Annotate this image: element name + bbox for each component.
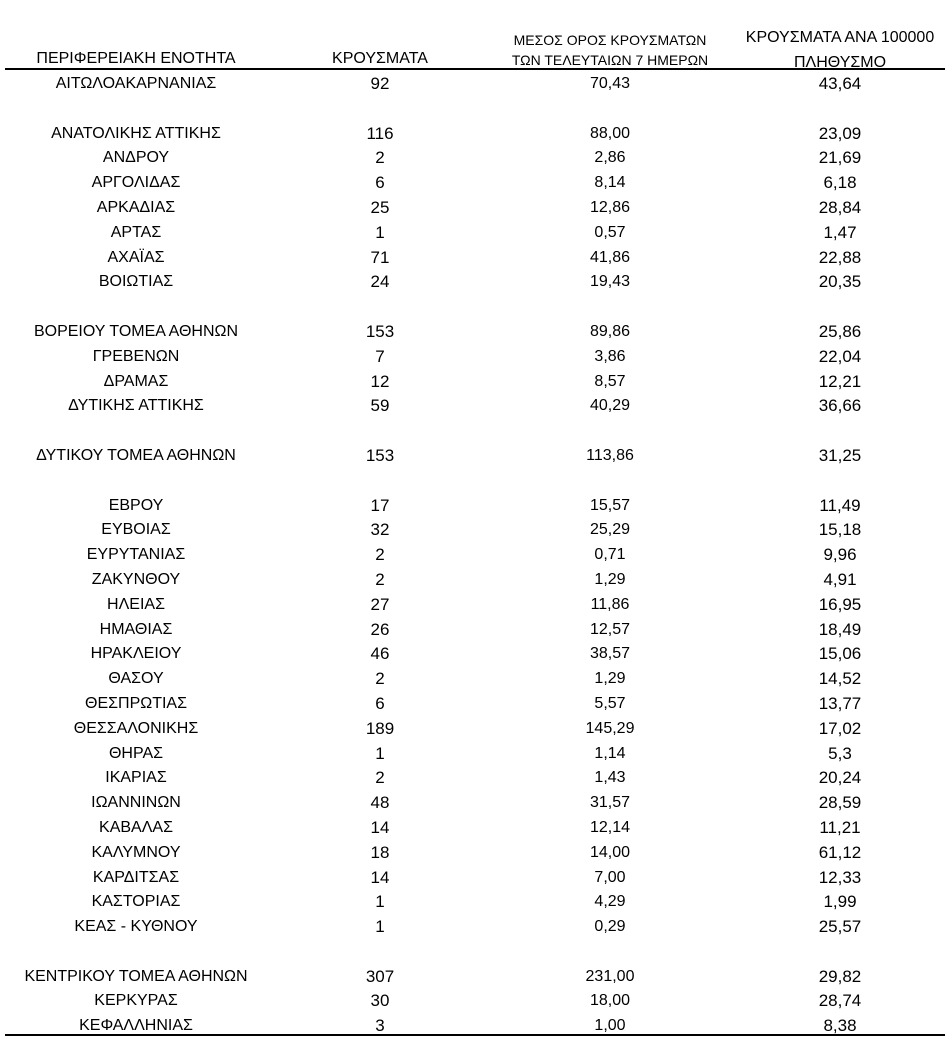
table-spacer-row	[0, 469, 952, 494]
cases-cell: 6	[375, 173, 385, 193]
average-cell: 1,29	[594, 670, 626, 688]
region-cell: ΓΡΕΒΕΝΩΝ	[92, 347, 180, 365]
cases-cell: 7	[375, 346, 385, 366]
per-100k-cell: 11,49	[819, 495, 861, 515]
cases-cell: 6	[375, 693, 385, 713]
per-100k-cell: 12,33	[818, 867, 862, 887]
table-spacer-row	[0, 97, 952, 122]
cases-cell: 18	[370, 842, 390, 862]
table-row	[0, 965, 952, 990]
region-cell: ΔΡΑΜΑΣ	[103, 372, 169, 390]
table-row	[0, 593, 952, 618]
table-row	[0, 890, 952, 915]
region-cell: ΒΟΙΩΤΙΑΣ	[98, 273, 174, 291]
cases-cell: 27	[370, 594, 390, 614]
region-cell: ΗΜΑΘΙΑΣ	[99, 620, 173, 638]
per-100k-cell: 28,59	[818, 793, 862, 813]
average-cell: 145,29	[585, 719, 635, 737]
per-100k-cell: 22,04	[818, 346, 862, 366]
per-100k-cell: 25,86	[818, 321, 862, 341]
average-cell: 12,14	[589, 818, 631, 836]
cases-cell: 12	[370, 371, 390, 391]
per-100k-cell: 14,52	[818, 669, 862, 689]
average-cell: 14,00	[589, 843, 631, 861]
per-100k-cell: 15,06	[818, 644, 862, 664]
column-header-7day-average-line2: ΤΩΝ ΤΕΛΕΥΤΑΙΩΝ 7 ΗΜΕΡΩΝ	[511, 52, 709, 68]
region-cell: ΚΑΛΥΜΝΟΥ	[91, 843, 181, 861]
average-cell: 88,00	[589, 124, 631, 142]
per-100k-cell: 17,02	[818, 718, 862, 738]
cases-cell: 30	[370, 991, 390, 1011]
cases-cell: 2	[375, 569, 385, 589]
table-row	[0, 692, 952, 717]
region-cell: ΗΛΕΙΑΣ	[107, 595, 165, 613]
per-100k-cell: 20,35	[818, 272, 862, 292]
region-cell: ΘΑΣΟΥ	[108, 670, 164, 688]
per-100k-cell: 9,96	[823, 545, 857, 565]
cases-cell: 92	[370, 74, 390, 93]
region-cell: ΘΕΣΠΡΩΤΙΑΣ	[85, 694, 187, 712]
region-cell: ΒΟΡΕΙΟΥ ΤΟΜΕΑ ΑΘΗΝΩΝ	[33, 322, 239, 340]
cases-cell: 17	[370, 495, 390, 515]
table-row	[0, 444, 952, 469]
table-row	[0, 370, 952, 395]
per-100k-cell: 1,47	[823, 222, 857, 242]
average-cell: 5,57	[594, 694, 626, 712]
table-row	[0, 791, 952, 816]
region-cell: ΑΡΓΟΛΙΔΑΣ	[91, 174, 181, 192]
average-cell: 11,86	[590, 595, 630, 613]
average-cell: 8,14	[594, 174, 626, 192]
per-100k-cell: 1,99	[823, 892, 857, 912]
per-100k-cell: 28,84	[818, 197, 862, 217]
cases-cell: 1	[375, 917, 385, 937]
per-100k-cell: 5,3	[828, 743, 852, 763]
table-row	[0, 667, 952, 692]
table-spacer-row	[0, 940, 952, 965]
average-cell: 231,00	[585, 967, 635, 985]
region-cell: ΚΕΝΤΡΙΚΟΥ ΤΟΜΕΑ ΑΘΗΝΩΝ	[24, 967, 248, 985]
table-row	[0, 494, 952, 519]
table-row	[0, 345, 952, 370]
per-100k-cell: 6,18	[823, 173, 857, 193]
average-cell: 113,86	[586, 446, 634, 464]
average-cell: 40,29	[589, 397, 631, 415]
region-cell: ΘΕΣΣΑΛΟΝΙΚΗΣ	[73, 719, 199, 737]
per-100k-cell: 15,18	[818, 520, 862, 540]
per-100k-cell: 16,95	[818, 594, 862, 614]
average-cell: 41,86	[589, 248, 631, 266]
per-100k-cell: 8,38	[823, 1016, 857, 1036]
average-cell: 0,29	[594, 918, 626, 936]
table-row	[0, 72, 952, 97]
cases-cell: 116	[366, 123, 394, 143]
cases-cell: 2	[375, 545, 385, 565]
average-cell: 0,71	[594, 546, 626, 564]
region-cell: ΑΡΚΑΔΙΑΣ	[96, 198, 176, 216]
per-100k-cell: 25,57	[818, 917, 862, 937]
cases-cell: 25	[370, 197, 390, 217]
table-spacer-row	[0, 295, 952, 320]
column-header-cases: ΚΡΟΥΣΜΑΤΑ	[332, 50, 428, 67]
per-100k-cell: 23,09	[818, 123, 862, 143]
region-cell: ΔΥΤΙΚΗΣ ΑΤΤΙΚΗΣ	[68, 397, 204, 415]
table-row	[0, 270, 952, 295]
per-100k-cell: 20,24	[818, 768, 862, 788]
table-row	[0, 221, 952, 246]
per-100k-cell: 13,77	[818, 693, 862, 713]
cases-cell: 71	[370, 247, 390, 267]
table-row	[0, 568, 952, 593]
column-header-region: ΠΕΡΙΦΕΡΕΙΑΚΗ ΕΝΟΤΗΤΑ	[36, 50, 236, 67]
region-cell: ΑΝΑΤΟΛΙΚΗΣ ΑΤΤΙΚΗΣ	[51, 124, 221, 142]
region-cell: ΙΩΑΝΝΙΝΩΝ	[91, 794, 181, 812]
region-cell: ΚΕΡΚΥΡΑΣ	[94, 992, 178, 1010]
average-cell: 3,86	[594, 347, 626, 365]
region-cell: ΚΑΡΔΙΤΣΑΣ	[92, 868, 180, 886]
table-row	[0, 394, 952, 419]
cases-cell: 14	[370, 817, 390, 837]
table-row	[0, 816, 952, 841]
average-cell: 19,43	[589, 273, 631, 291]
table-row	[0, 866, 952, 891]
table-row	[0, 171, 952, 196]
cases-cell: 46	[370, 644, 390, 664]
region-cell: ΕΥΒΟΙΑΣ	[101, 521, 171, 539]
region-cell: ΚΑΒΑΛΑΣ	[99, 818, 173, 836]
average-cell: 38,57	[589, 645, 631, 663]
cases-cell: 14	[370, 867, 390, 887]
per-100k-cell: 18,49	[818, 619, 862, 639]
column-header-7day-average-line1: ΜΕΣΟΣ ΟΡΟΣ ΚΡΟΥΣΜΑΤΩΝ	[513, 32, 707, 48]
cases-cell: 153	[365, 445, 395, 465]
cases-cell: 32	[370, 520, 390, 540]
cases-cell: 189	[365, 718, 395, 738]
region-cell: ΑΡΤΑΣ	[110, 223, 162, 241]
table-row	[0, 642, 952, 667]
cases-cell: 1	[375, 743, 385, 763]
cases-cell: 48	[370, 793, 390, 813]
table-row	[0, 196, 952, 221]
region-cell: ΙΚΑΡΙΑΣ	[105, 769, 167, 787]
average-cell: 31,57	[589, 794, 631, 812]
column-header-7day-average	[490, 30, 730, 70]
per-100k-cell: 12,21	[818, 371, 862, 391]
region-cell: ΖΑΚΥΝΘΟΥ	[91, 570, 181, 588]
region-cell: ΕΥΡΥΤΑΝΙΑΣ	[86, 546, 186, 564]
per-100k-cell: 29,82	[818, 966, 862, 986]
per-100k-cell: 31,25	[818, 445, 862, 465]
table-row	[0, 518, 952, 543]
per-100k-cell: 4,91	[823, 569, 857, 589]
table-row	[0, 841, 952, 866]
per-100k-cell: 22,88	[818, 247, 862, 267]
average-cell: 1,29	[594, 570, 626, 588]
table-spacer-row	[0, 419, 952, 444]
average-cell: 89,86	[589, 322, 631, 340]
cases-cell: 1	[375, 892, 385, 912]
table-row	[0, 146, 952, 171]
table-row	[0, 246, 952, 271]
table-header	[0, 0, 952, 72]
average-cell: 18,00	[589, 992, 631, 1010]
average-cell: 0,57	[594, 223, 626, 241]
average-cell: 25,29	[589, 521, 631, 539]
cases-cell: 1	[375, 222, 385, 242]
cases-cell: 2	[375, 148, 385, 168]
cases-cell: 3	[375, 1016, 385, 1036]
region-cell: ΑΧΑΪΑΣ	[107, 248, 165, 266]
per-100k-cell: 61,12	[818, 842, 862, 862]
per-100k-cell: 36,66	[818, 396, 862, 416]
table-bottom-divider	[5, 1034, 945, 1036]
average-cell: 12,57	[589, 620, 631, 638]
per-100k-cell: 11,21	[819, 817, 861, 837]
table-row	[0, 717, 952, 742]
cases-cell: 59	[370, 396, 390, 416]
column-header-per-100k-line1: ΚΡΟΥΣΜΑΤΑ ΑΝΑ 100000	[745, 29, 935, 46]
cases-cell: 307	[365, 966, 395, 986]
average-cell: 4,29	[594, 893, 626, 911]
table-row	[0, 320, 952, 345]
region-cell: ΗΡΑΚΛΕΙΟΥ	[90, 645, 182, 663]
table-row	[0, 766, 952, 791]
cases-cell: 2	[375, 669, 385, 689]
per-100k-cell: 43,64	[818, 74, 862, 93]
per-100k-cell: 28,74	[818, 991, 862, 1011]
cases-cell: 153	[365, 321, 395, 341]
region-cell: ΘΗΡΑΣ	[108, 744, 164, 762]
average-cell: 12,86	[589, 198, 631, 216]
per-100k-cell: 21,69	[818, 148, 862, 168]
average-cell: 2,86	[594, 149, 626, 167]
table-row	[0, 618, 952, 643]
table-row	[0, 989, 952, 1014]
average-cell: 1,14	[594, 744, 626, 762]
table-row	[0, 122, 952, 147]
cases-cell: 26	[370, 619, 390, 639]
average-cell: 1,00	[594, 1017, 626, 1035]
average-cell: 1,43	[594, 769, 626, 787]
region-cell: ΑΝΔΡΟΥ	[102, 149, 170, 167]
column-header-per-100k-line2: ΠΛΗΘΥΣΜΟ	[793, 54, 887, 71]
region-cell: ΕΒΡΟΥ	[108, 496, 164, 514]
table-body	[0, 72, 952, 1039]
average-cell: 70,43	[589, 75, 631, 92]
average-cell: 8,57	[594, 372, 626, 390]
region-cell: ΚΕΑΣ - ΚΥΘΝΟΥ	[74, 918, 198, 936]
table-row	[0, 915, 952, 940]
table-row	[0, 543, 952, 568]
cases-cell: 24	[370, 272, 390, 292]
region-cell: ΑΙΤΩΛΟΑΚΑΡΝΑΝΙΑΣ	[55, 75, 217, 92]
table-row	[0, 742, 952, 767]
header-divider	[5, 68, 945, 70]
cases-cell: 2	[375, 768, 385, 788]
region-cell: ΚΑΣΤΟΡΙΑΣ	[91, 893, 181, 911]
region-cell: ΔΥΤΙΚΟΥ ΤΟΜΕΑ ΑΘΗΝΩΝ	[36, 446, 236, 464]
average-cell: 7,00	[594, 868, 626, 886]
region-cell: ΚΕΦΑΛΛΗΝΙΑΣ	[79, 1017, 193, 1035]
average-cell: 15,57	[589, 496, 631, 514]
